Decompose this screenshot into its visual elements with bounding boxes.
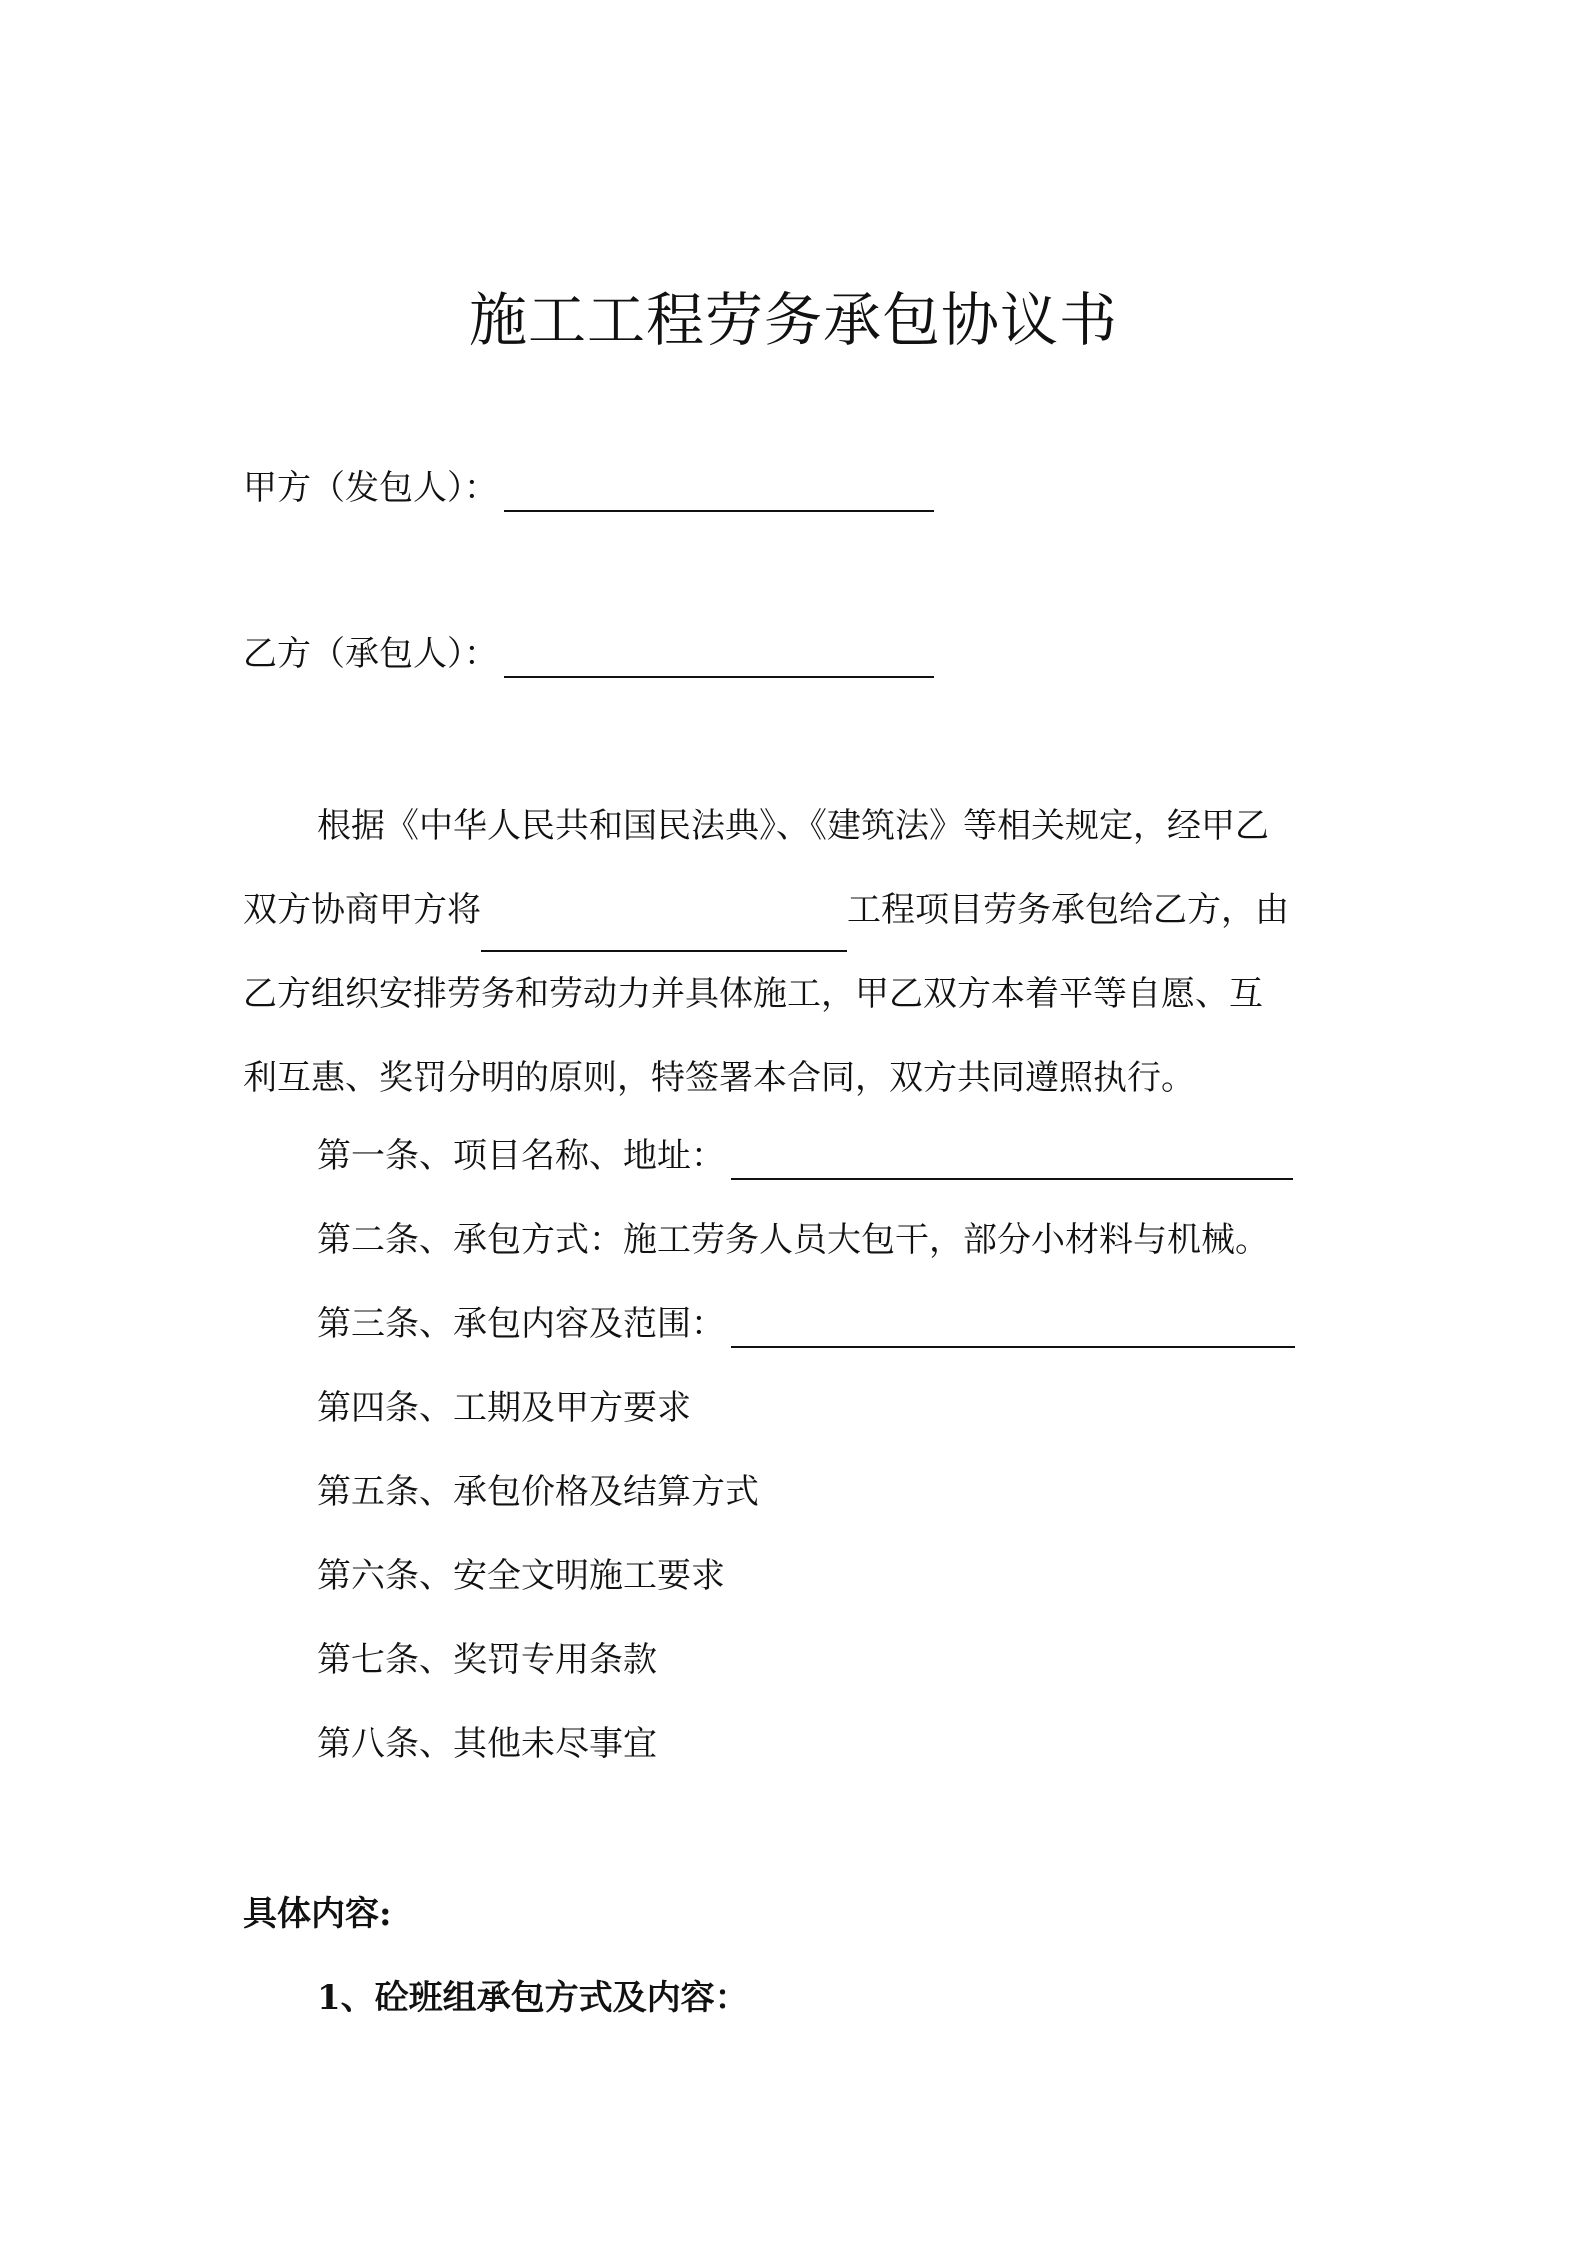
article-3 — [317, 1300, 1295, 1348]
project-address-field[interactable] — [731, 1140, 1293, 1180]
party-a-field[interactable] — [504, 472, 934, 512]
intro-row-2 — [243, 868, 1353, 952]
party-a-label: 甲方（发包人）： — [243, 468, 498, 508]
party-b-label: 乙方（承包人）： — [243, 634, 498, 674]
party-b-field[interactable] — [504, 638, 934, 678]
article-1-label: 第一条、项目名称、地址： — [317, 1136, 725, 1176]
section-1-heading: 1、砼班组承包方式及内容： — [317, 1978, 749, 2018]
document-title: 施工工程劳务承包协议书 — [468, 286, 1118, 354]
intro-row-1: 根据《中华人民共和国民法典》、《建筑法》等相关规定，经甲乙 — [317, 806, 1269, 846]
intro-row-2-before: 双方协商甲方将 — [243, 890, 481, 930]
scope-field[interactable] — [731, 1308, 1295, 1348]
article-4: 第四条、工期及甲方要求 — [317, 1388, 691, 1428]
article-3-label: 第三条、承包内容及范围： — [317, 1304, 725, 1344]
party-b-line — [243, 630, 934, 678]
details-heading: 具体内容: — [243, 1894, 392, 1934]
article-6: 第六条、安全文明施工要求 — [317, 1556, 725, 1596]
article-5: 第五条、承包价格及结算方式 — [317, 1472, 759, 1512]
article-1 — [317, 1132, 1293, 1180]
article-2: 第二条、承包方式：施工劳务人员大包干，部分小材料与机械。 — [317, 1220, 1269, 1260]
intro-row-3: 乙方组织安排劳务和劳动力并具体施工，甲乙双方本着平等自愿、互 — [243, 974, 1263, 1014]
project-name-field[interactable] — [481, 916, 847, 952]
article-8: 第八条、其他未尽事宜 — [317, 1724, 657, 1764]
intro-row-2-after: 工程项目劳务承包给乙方，由 — [847, 890, 1289, 930]
intro-row-4: 利互惠、奖罚分明的原则，特签署本合同，双方共同遵照执行。 — [243, 1058, 1195, 1098]
party-a-line — [243, 464, 934, 512]
article-7: 第七条、奖罚专用条款 — [317, 1640, 657, 1680]
intro-paragraph — [243, 784, 1353, 1120]
